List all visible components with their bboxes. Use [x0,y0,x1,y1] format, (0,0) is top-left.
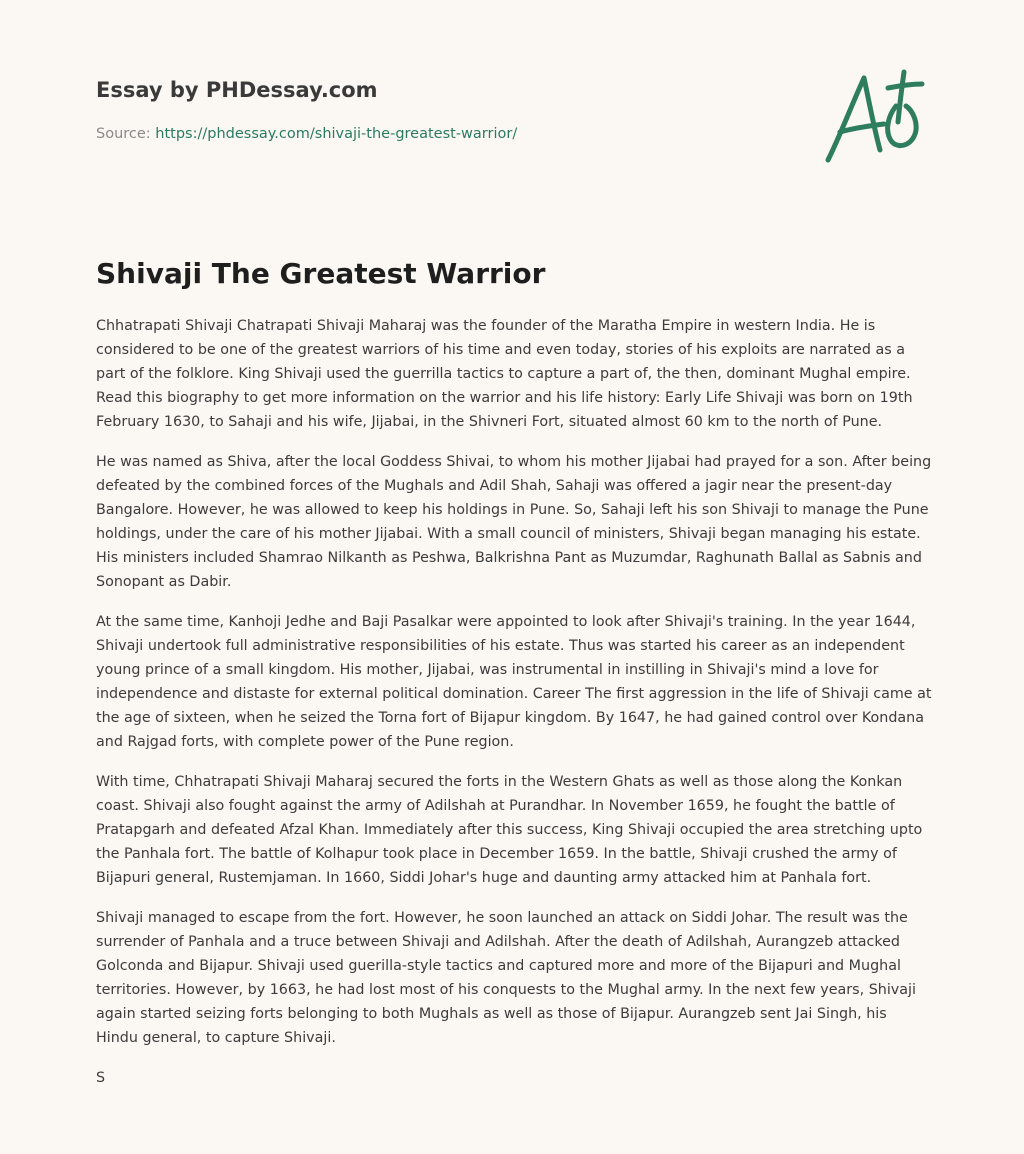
a-plus-logo-icon [818,66,928,166]
essay-paragraph: He was named as Shiva, after the local Goddess Shivai, to whom his mother Jijabai had prayed for a son. After being defeated by the combined forces of the Mughals and Adil Shah, Sahaji was offered a jagir near the present-day Bangalore. However, he was allowed to keep his holdings in Pune. So, Sahaji left his son Shivaji to manage the Pune holdings, under the care of his mother Jijabai. With a small council of ministers, Shivaji began managing his estate. His ministers included Shamrao Nilkanth as Peshwa, Balkrishna Pant as Muzumdar, Raghunath Ballal as Sabnis and Sonopant as Dabir. [96,454,932,590]
essay-paragraph-truncated: S [96,1070,106,1086]
essay-paragraph: Shivaji managed to escape from the fort. However, he soon launched an attack on Siddi Johar. The result was the surrender of Panhala and a truce between Shivaji and Adilshah. After the death of Adilshah, Aurangzeb attacked Golconda and Bijapur. Shivaji used guerilla-style tactics and captured more and more of the Bijapuri and Mughal territories. However, by 1663, he had lost most of his conquests to the Mughal army. In the next few years, Shivaji again started seizing forts belonging to both Mughals as well as those of Bijapur. Aurangzeb sent Jai Singh, his Hindu general, to capture Shivaji. [96,910,916,1046]
source-link[interactable]: https://phdessay.com/shivaji-the-greatest-warrior/ [155,126,518,142]
essay-body [96,314,932,1106]
essay-paragraph: With time, Chhatrapati Shivaji Maharaj secured the forts in the Western Ghats as well as those along the Konkan coast. Shivaji also fought against the army of Adilshah at Purandhar. In November 1659, he fought the battle of Pratapgarh and defeated Afzal Khan. Immediately after this success, King Shivaji occupied the area stretching upto the Panhala fort. The battle of Kolhapur took place in December 1659. In the battle, Shivaji crushed the army of Bijapuri general, Rustemjaman. In 1660, Siddi Johar's huge and daunting army attacked him at Panhala fort. [96,774,923,886]
essay-paragraph: At the same time, Kanhoji Jedhe and Baji Pasalkar were appointed to look after Shivaji's training. In the year 1644, Shivaji undertook full administrative responsibilities of his estate. Thus was started his career as an independent young prince of a small kingdom. His mother, Jijabai, was instrumental in instilling in Shivaji's mind a love for independence and distaste for external political domination. Career The first aggression in the life of Shivaji came at the age of sixteen, when he seized the Torna fort of Bijapur kingdom. By 1647, he had gained control over Kondana and Rajgad forts, with complete power of the Pune region. [96,614,932,750]
source-line [96,124,796,144]
source-label: Source: [96,126,151,142]
site-brand: Essay by PHDessay.com [96,78,378,102]
essay-title: Shivaji The Greatest Warrior [96,257,546,290]
essay-paragraph: Chhatrapati Shivaji Chatrapati Shivaji Maharaj was the founder of the Maratha Empire in western India. He is considered to be one of the greatest warriors of his time and even today, stories of his exploits are narrated as a part of the folklore. King Shivaji used the guerrilla tactics to capture a part of, the then, dominant Mughal empire. Read this biography to get more information on the warrior and his life history: Early Life Shivaji was born on 19th February 1630, to Sahaji and his wife, Jijabai, in the Shivneri Fort, situated almost 60 km to the north of Pune. [96,318,913,430]
essay-header [96,76,796,144]
